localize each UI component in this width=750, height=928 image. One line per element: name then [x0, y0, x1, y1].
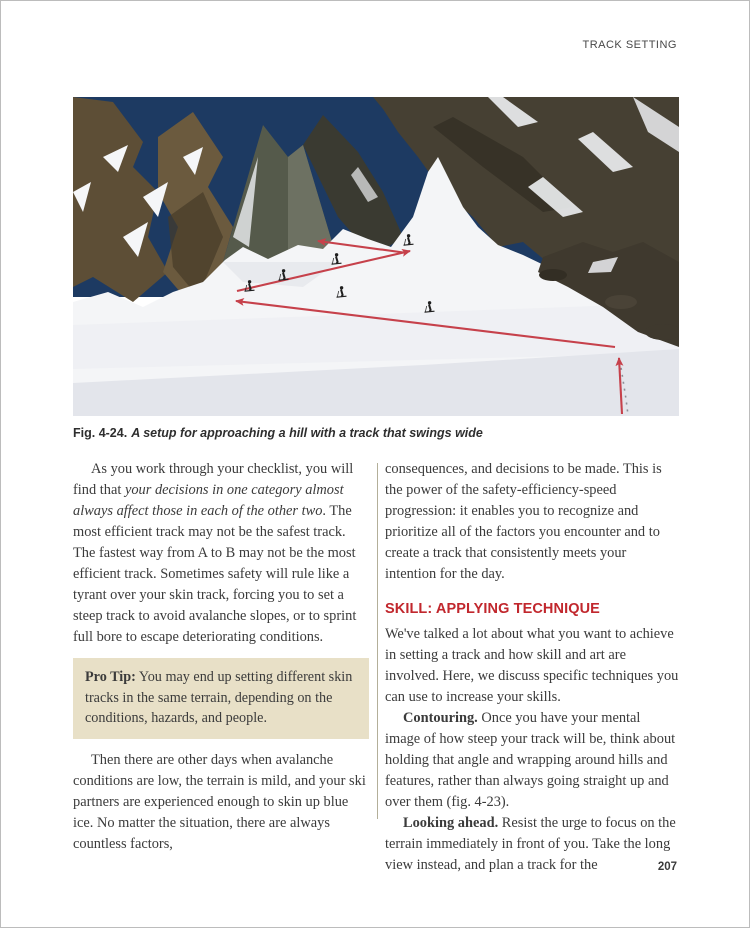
- left-column: [73, 459, 369, 855]
- paragraph-contouring: Contouring. Once you have your mental image of how steep your track will be, think about holding that angle and wrapping around hills and features, rather than always going straight up and over them (fig. 4-23).: [385, 710, 676, 810]
- running-header: TRACK SETTING: [582, 39, 677, 51]
- paragraph-looking-ahead: Looking ahead. Resist the urge to focus on the terrain immediately in front of you. Take the long view instead, and plan a track for the: [385, 815, 676, 873]
- figure-caption-label: Fig. 4-24.: [73, 426, 128, 440]
- right-column: [385, 459, 679, 876]
- paragraph-weve-talked: We've talked a lot about what you want to achieve in setting a track and how skill and art are involved. Here, we discuss specific techniques you can use to increase your skills.: [385, 626, 679, 705]
- mountain-photo-illustration: [73, 97, 679, 416]
- section-heading-skill: SKILL: APPLYING TECHNIQUE: [385, 601, 600, 617]
- paragraph-consequences: consequences, and decisions to be made. This is the power of the safety-efficiency-speed progression: it enables you to recognize and prioritize all of the factors you encounter and to create a track that consistently meets your intention for the day.: [385, 461, 662, 582]
- paragraph-checklist: As you work through your checklist, you will find that your decisions in one category almost always affect those in each of the other two. The most efficient track may not be the safest track. The fastest way from A to B may not be the most efficient track. Sometimes safety will rule like a tyrant over your skin track, forcing you to set a steep track to avoid avalanche slopes, or to sprint full bore to escape deteriorating conditions.: [73, 461, 357, 645]
- paragraph-other-days: Then there are other days when avalanche conditions are low, the terrain is mild, and your ski partners are experienced enough to skin up blue ice. No matter the situation, there are always countless factors,: [73, 751, 366, 852]
- figure-caption-text: A setup for approaching a hill with a track that swings wide: [131, 426, 483, 440]
- figure-4-24-photo: [73, 97, 679, 416]
- page-number: 207: [657, 861, 677, 873]
- column-divider: [377, 463, 378, 819]
- pro-tip-box: Pro Tip: You may end up setting different skin tracks in the same terrain, depending on the conditions, hazards, and people.: [73, 658, 369, 739]
- figure-caption: [73, 425, 679, 441]
